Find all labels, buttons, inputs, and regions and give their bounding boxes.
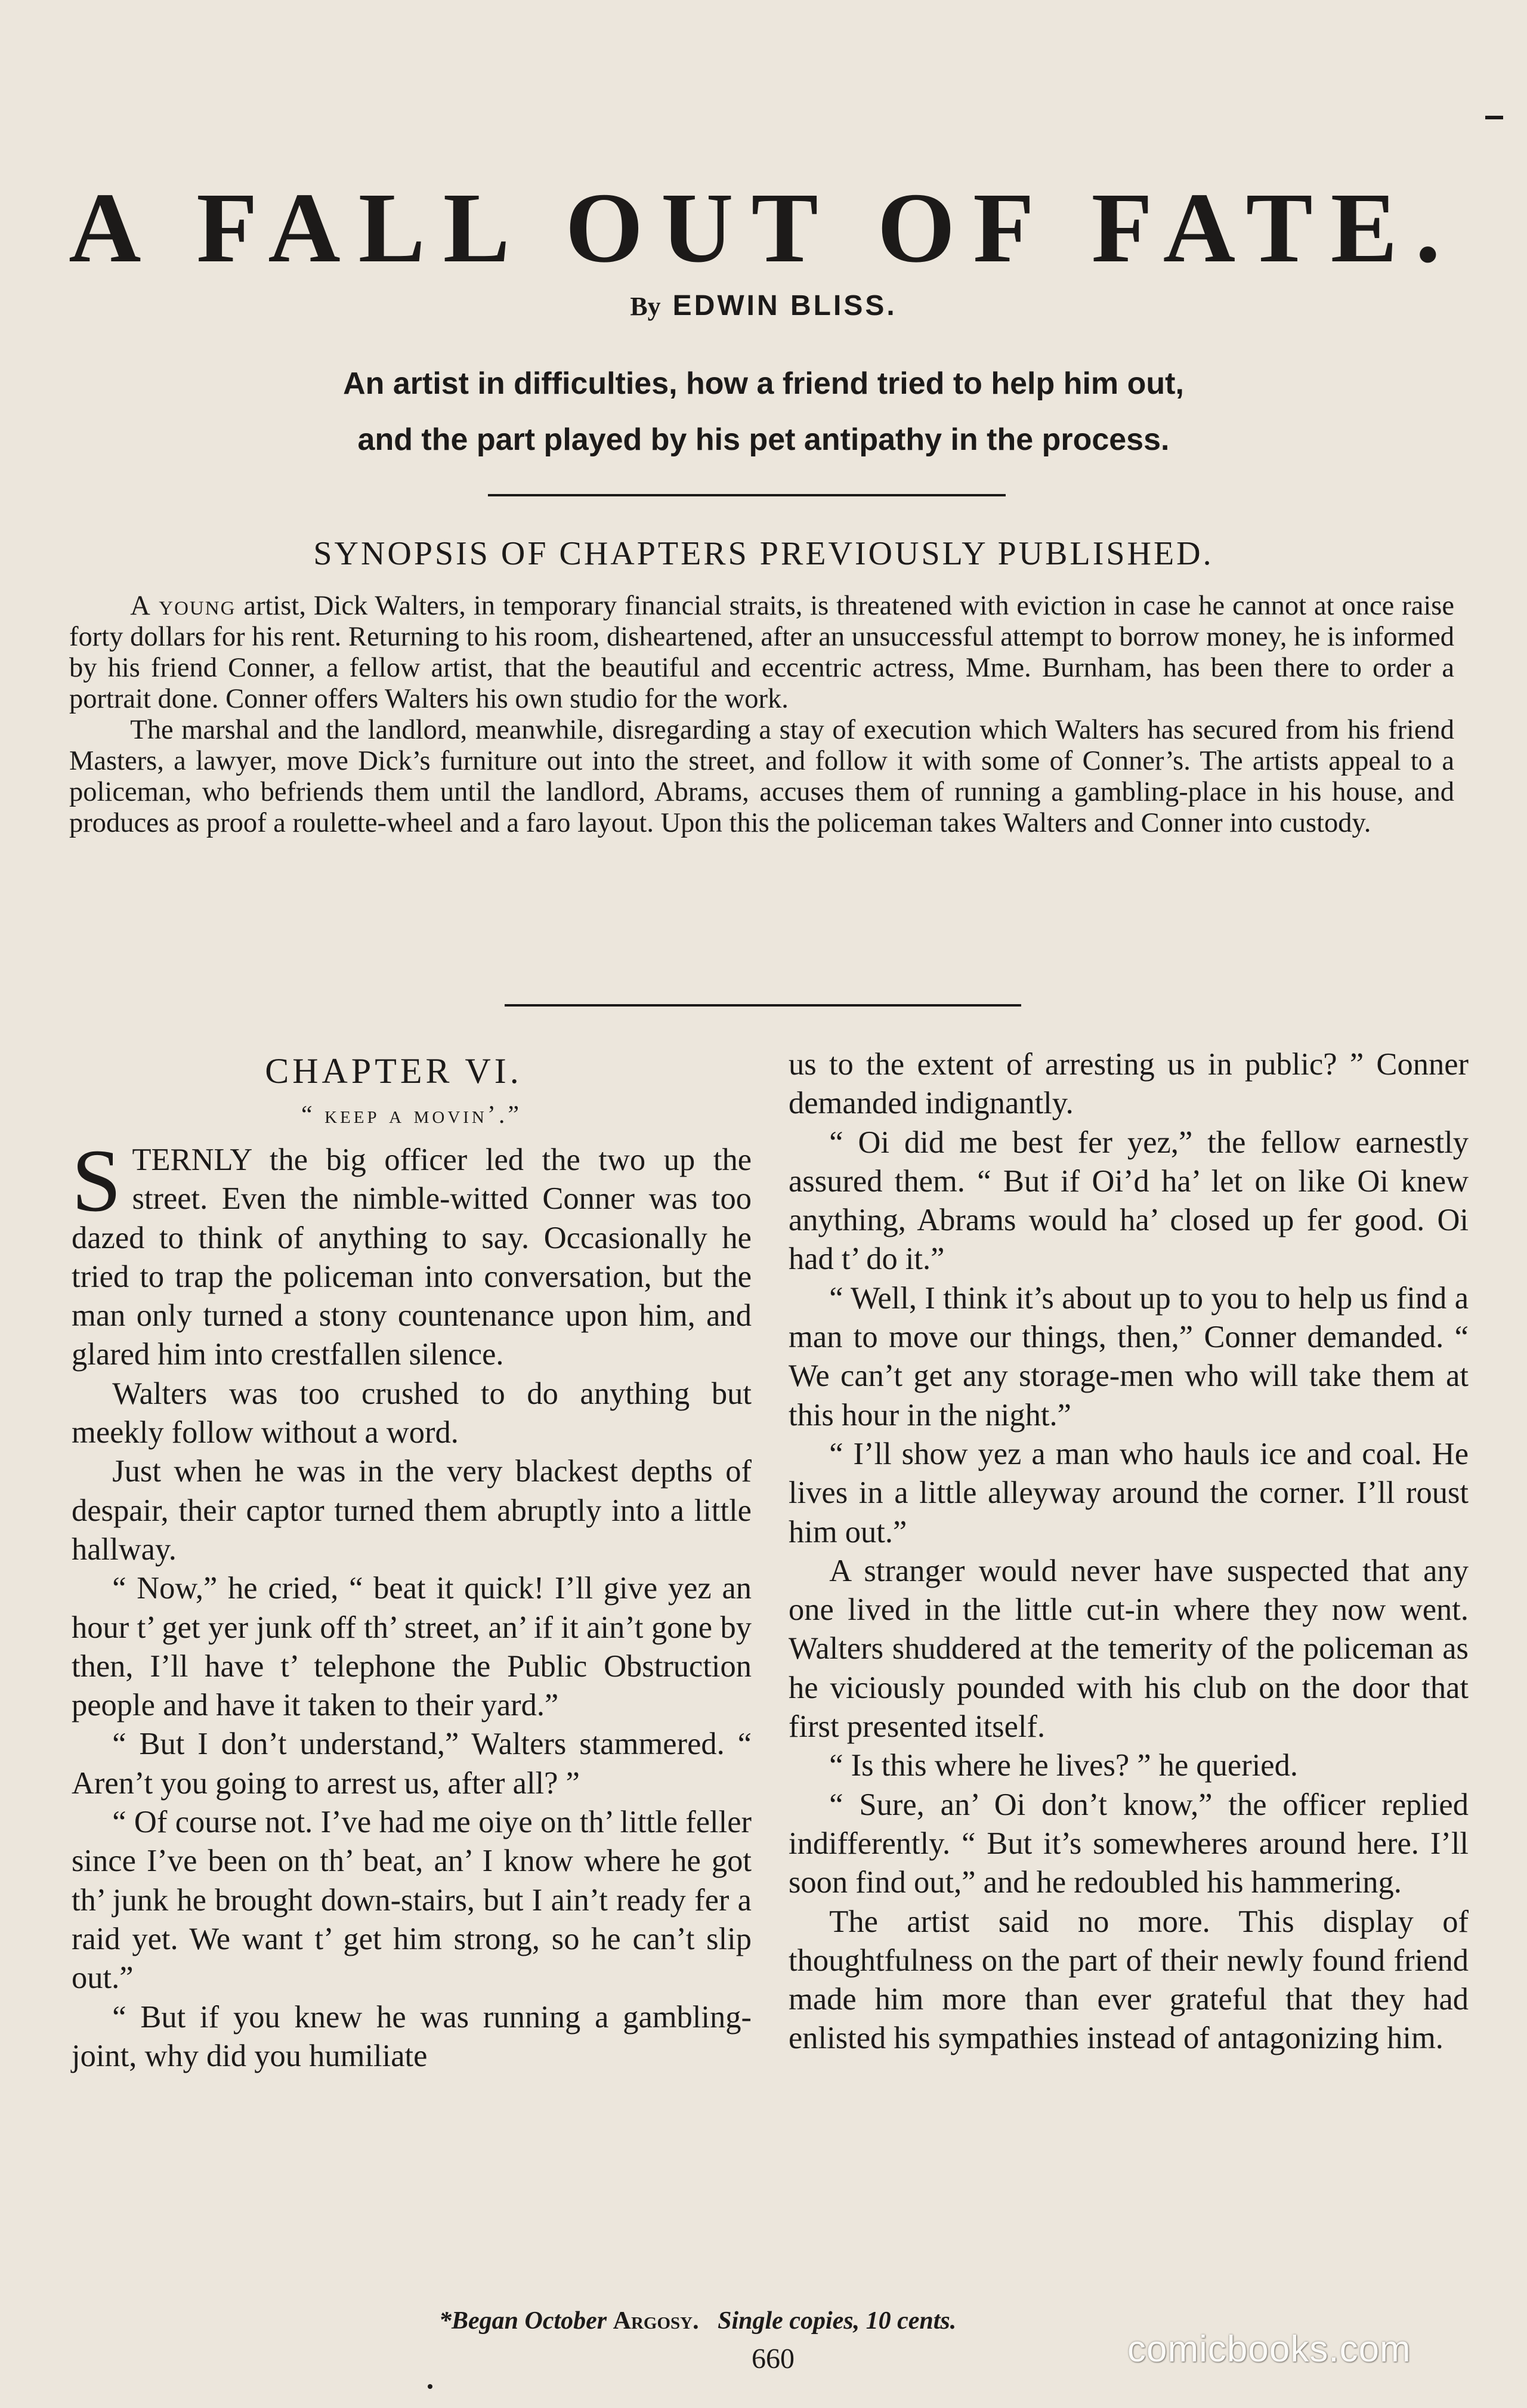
- footnote-began: *Began October: [439, 2307, 607, 2335]
- body-paragraph: “ I’ll show yez a man who hauls ice and coal. He lives in a little alleyway around the corner. I’ll roust him out.”: [789, 1436, 1469, 1549]
- synopsis-heading: SYNOPSIS OF CHAPTERS PREVIOUSLY PUBLISHED.: [313, 535, 1214, 572]
- paragraph-text: TERNLY the big officer led the two up the street. Even the nimble-witted Conner was too dazed to think of anything to say. Occasionally he tried to trap the policeman into conversation, but the man only turned a stony countenance upon him, and glared him into crestfallen silence.: [72, 1143, 752, 1372]
- byline: [0, 285, 1527, 328]
- body-paragraph: “ Well, I think it’s about up to you to help us find a man to move our things, then,” Conner demanded. “ We can’t get any storage-men who will take them at this hour in the night.”: [789, 1280, 1469, 1433]
- footnote: [439, 2304, 1155, 2338]
- synopsis-lead: A young: [130, 591, 236, 621]
- story-teaser: [0, 356, 1527, 468]
- body-paragraph: “ But if you knew he was running a gambling-joint, why did you humiliate: [72, 1999, 752, 2073]
- body-paragraph: “ But I don’t understand,” Walters stammered. “ Aren’t you going to arrest us, after all? ”: [72, 1727, 752, 1801]
- body-paragraph: “ Is this where he lives? ” he queried.: [829, 1748, 1298, 1783]
- synopsis-text: [69, 591, 1454, 839]
- page-number: 660: [752, 2343, 795, 2375]
- body-paragraph: [72, 1131, 752, 1375]
- teaser-line: and the part played by his pet antipathy in the process.: [357, 422, 1170, 457]
- body-paragraph: A stranger would never have suspected that any one lived in the little cut-in where they now went. Walters shuddered at the temerity of the policeman as he viciously pounded with his club on the door that first presented itself.: [789, 1553, 1469, 1745]
- drop-cap: S: [72, 1131, 122, 1230]
- body-paragraph: “ Of course not. I’ve had me oiye on th’ little feller since I’ve been on th’ beat, an’ I know where he got th’ junk he brought down-stairs, but I ain’t ready fer a raid yet. We want t’ get him strong, so he can’t slip out.”: [72, 1805, 752, 1996]
- synopsis-body: artist, Dick Walters, in temporary financial straits, is threatened with eviction in case he cannot at once raise forty dollars for his rent. Returning to his room, disheartened, after an unsuccessful attempt to borrow money, he is informed by his friend Conner, a fellow artist, that the beautiful and eccentric actress, Mme. Burnham, has been there to order a portrait done. Conner offers Walters his own studio for the work.: [69, 591, 1454, 714]
- footnote-magazine: Argosy.: [613, 2307, 699, 2335]
- teaser-line: An artist in difficulties, how a friend tried to help him out,: [343, 366, 1184, 401]
- body-paragraph: Walters was too crushed to do anything but meekly follow without a word.: [72, 1376, 752, 1450]
- author-name: EDWIN BLISS.: [672, 290, 897, 322]
- body-paragraph: “ Oi did me best fer yez,” the fellow earnestly assured them. “ But if Oi’d ha’ let on like Oi knew anything, Abrams would ha’ closed up fer good. Oi had t’ do it.”: [789, 1125, 1469, 1277]
- body-paragraph: Just when he was in the very blackest depths of despair, their captor turned them abruptly into a little hallway.: [72, 1454, 752, 1567]
- body-paragraph: The artist said no more. This display of thoughtfulness on the part of their newly found friend made him more than ever grateful that they had enlisted his sympathies instead of antagonizing him.: [789, 1904, 1469, 2056]
- byline-prefix: By: [630, 292, 661, 321]
- chapter-subtitle: “ keep a movin’.”: [301, 1101, 522, 1129]
- watermark: comicbooks.com: [1127, 2329, 1411, 2370]
- body-paragraph: “ Sure, an’ Oi don’t know,” the officer replied indifferently. “ But it’s somewheres around here. I’ll soon find out,” and he redoubled his hammering.: [789, 1787, 1469, 1900]
- story-title: A FALL OUT OF FATE.: [69, 172, 1458, 283]
- synopsis-paragraph: [69, 591, 1454, 715]
- margin-mark: [1485, 116, 1503, 119]
- chapter-heading: CHAPTER VI.: [265, 1051, 523, 1091]
- body-paragraph: us to the extent of arresting us in public? ” Conner demanded indignantly.: [789, 1047, 1469, 1121]
- footnote-copies: Single copies, 10 cents.: [718, 2307, 957, 2335]
- right-column: [789, 1045, 1469, 2058]
- divider-rule: [505, 1004, 1021, 1007]
- synopsis-paragraph: The marshal and the landlord, meanwhile, disregarding a stay of execution which Walters has secured from his friend Masters, a lawyer, move Dick’s furniture out into the street, and follow it with some of Conner’s. The artists appeal to a policeman, who befriends them until the landlord, Abrams, accuses them of running a gambling-place in his house, and produces as proof a roulette-wheel and a faro layout. Upon this the policeman takes Walters and Conner into custody.: [69, 715, 1454, 838]
- body-paragraph: “ Now,” he cried, “ beat it quick! I’ll give yez an hour t’ get yer junk off th’ street, an’ if it ain’t gone by then, I’ll have t’ telephone the Public Obstruction people and have it taken to their yard.”: [72, 1571, 752, 1723]
- left-column: [72, 1045, 752, 2076]
- divider-rule: [488, 494, 1006, 496]
- ink-dot: [428, 2384, 432, 2389]
